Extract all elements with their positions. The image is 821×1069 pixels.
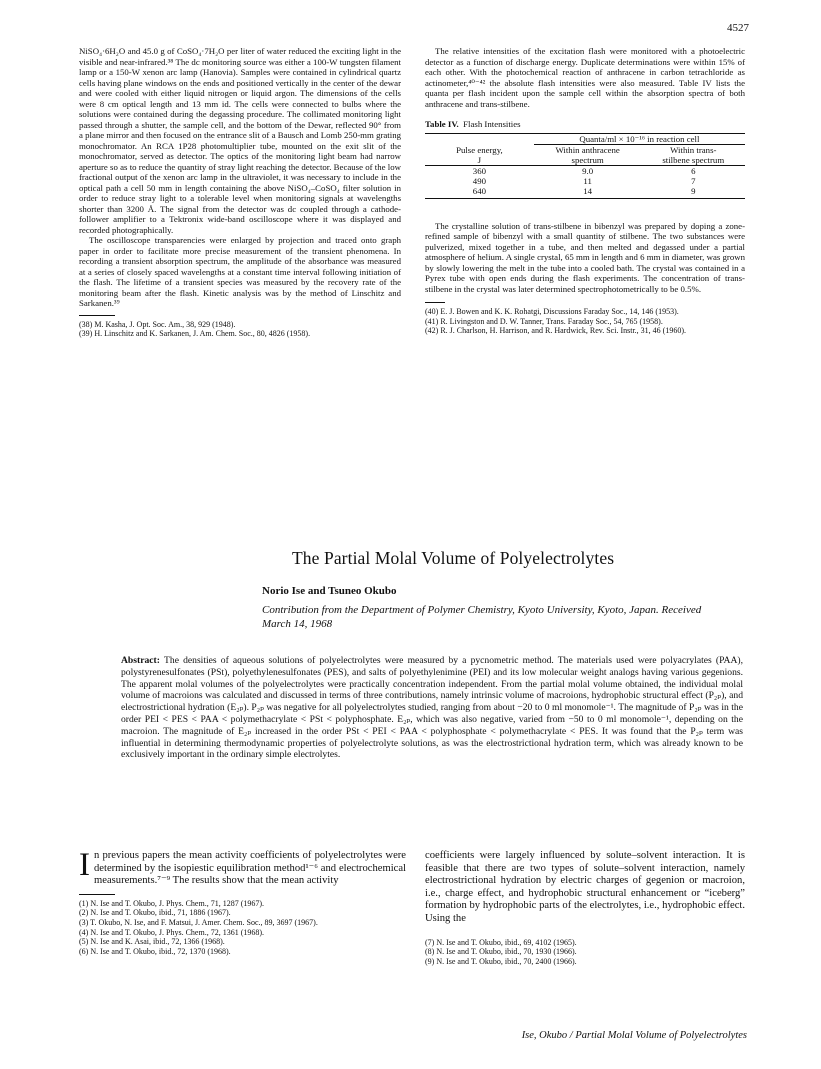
table-header-cell: stilbene spectrum bbox=[662, 154, 725, 165]
abstract-label: Abstract: bbox=[121, 655, 160, 666]
footnote-divider bbox=[79, 894, 115, 895]
table-cell: 490 bbox=[472, 175, 486, 186]
table-row bbox=[425, 165, 745, 176]
table-row bbox=[425, 186, 745, 199]
footnote: (6) N. Ise and T. Okubo, ibid., 72, 1370 (1968). bbox=[79, 946, 231, 956]
right-column-top bbox=[425, 46, 745, 336]
footnote: (41) R. Livingston and D. W. Tanner, Trans. Faraday Soc., 54, 765 (1958). bbox=[425, 316, 663, 326]
footnote-divider bbox=[79, 315, 115, 316]
paragraph: NiSO₄·6H₂O and 45.0 g of CoSO₄·7H₂O per liter of water reduced the exciting light in the visible and near-infrared.³⁸ The dc monitoring source was either a 100-W tungsten filament lamp or a 150-W xenon arc lamp (Hanovia). Samples were contained in cylindrical quartz cells having plane windows on the ends and positioned vertically in the center of the dewar and were cooled with either liquid nitrogen or liquid argon. The dimensions of the cells were 8 cm optical length and 13 mm id. The cells were connected to bulbs where the solutions were contained during the degassing procedure. The collimated monitoring light passed through a shutter, the sample cell, and the bottom of the Dewar, reflected 90° from a plane mirror and then focused on the entrance slit of a Bausch and Lomb 250-mm grating monochromator. An RCA 1P28 photomultiplier tube, mounted on the exit slit of the monochromator, served as detector. The optics of the monitoring light beam had narrow aperture so as to reduce the quantity of stray light reaching the detector. Because of the low fractional output of the xenon arc lamp in the ultraviolet, it was necessary to include in the optical path a cell 50 mm in length containing the above NiSO₄–CoSO₄ filter solution in order to reduce stray light to a tolerable level when monitoring signals at wavelengths shorter than 3200 Å. The signal from the detector was dc coupled through a cathode-follower amplifier to a Tektronix wide-band oscilloscope where it was displayed and recorded photographically. bbox=[79, 46, 401, 235]
footnote: (39) H. Linschitz and K. Sarkanen, J. Am. Chem. Soc., 80, 4826 (1958). bbox=[79, 329, 311, 339]
table-cell: 11 bbox=[583, 175, 592, 186]
drop-cap: I bbox=[79, 847, 90, 883]
footnote: (38) M. Kasha, J. Opt. Soc. Am., 38, 929 (1948). bbox=[79, 319, 236, 329]
footnote: (5) N. Ise and K. Asai, ibid., 72, 1366 (1968). bbox=[79, 937, 225, 947]
footnote-divider bbox=[425, 302, 445, 303]
table-title: Flash Intensities bbox=[463, 119, 521, 129]
abstract-text: The densities of aqueous solutions of polyelectrolytes were measured by a pycnometric method. The materials used were polyacrylates (PAA), polystyrenesulfonates (PSt), polyethylenesulfonates (PES), and salts of polyethylenimine (PEI) and its low molecular weight analogs having various gegenions. The apparent molal volumes of the polyelectrolytes were practically concentration independent. From the partial molal volume obtained, the individual molal volume of macroions was calculated and discussed in terms of three contributions, namely intrinsic volume of macroions, hydrophobic structural effect (P₂ₚ), and electrostrictional hydration (E₂ₚ). P₂ₚ was negative for all polyelectrolytes studied, ranging from about −20 to 0 ml monomole⁻¹. The magnitude of P₂ₚ was in the order PEI < PES < PAA < polymethacrylate < PSt < polyphosphate. E₂ₚ, which was also negative, varied from −50 to 0 ml monomole⁻¹, depending on the macroion. The magnitude of E₂ₚ increased in the order PSt < PEI < PAA < polyphosphate < polymethacrylate < PES. It was found that the P₂ₚ term was influential in determining thermodynamic properties of polyelectrolyte solutions, as was the electrostrictional hydration term, which was already known to be exclusively important in the ordinary simple electrolytes. bbox=[121, 655, 743, 761]
paragraph: The relative intensities of the excitation flash were monitored with a photoelectric detector as a function of discharge energy. Duplicate determinations were within 15% of each other. With the photochemical reaction of anthracene in carbon tetrachloride as actinometer,⁴⁰⁻⁴² the absolute flash intensities were also measured. Table IV lists the quanta per flash incident upon the sample cell within the absorption spectra of both anthracene and trans-stilbene. bbox=[425, 46, 745, 109]
footnote: (4) N. Ise and T. Okubo, J. Phys. Chem., 72, 1361 (1968). bbox=[79, 927, 265, 937]
article-authors: Norio Ise and Tsuneo Okubo bbox=[262, 585, 397, 597]
table-cell: 360 bbox=[472, 165, 486, 176]
table-cell: 9.0 bbox=[582, 165, 594, 176]
table-cell: 6 bbox=[691, 165, 696, 176]
table-caption bbox=[425, 119, 745, 130]
paragraph: coefficients were largely influenced by solute–solvent interaction. It is feasible that there are two types of solute–solvent interaction, namely electrostrictional hydration by electric charges of gegenion or macroion, i.e., charge effect, and hydrophobic structural enhancement or “iceberg” formation by hydrophobic parts of the electrolytes, i.e., hydrophobic effect. Using the bbox=[425, 850, 745, 924]
abstract bbox=[121, 655, 743, 761]
table-header-cell: spectrum bbox=[571, 154, 604, 165]
body-right-column bbox=[425, 850, 745, 966]
article-affiliation: Contribution from the Department of Polymer Chemistry, Kyoto University, Kyoto, Japan. Received March 14, 1968 bbox=[262, 604, 702, 630]
left-column-top bbox=[79, 46, 401, 339]
flash-intensities-table bbox=[425, 133, 745, 199]
article-title: The Partial Molal Volume of Polyelectrolytes bbox=[292, 548, 615, 568]
footnote: (7) N. Ise and T. Okubo, ibid., 69, 4102 (1965). bbox=[425, 937, 577, 947]
table-cell: 640 bbox=[425, 186, 534, 199]
table-header-cell: Within trans- bbox=[670, 144, 717, 155]
table-group-header: Quanta/ml × 10⁻¹⁶ in reaction cell bbox=[534, 133, 745, 144]
footnote: (1) N. Ise and T. Okubo, J. Phys. Chem., 71, 1287 (1967). bbox=[79, 898, 265, 908]
intro-paragraph bbox=[79, 847, 406, 888]
paragraph: The crystalline solution of trans-stilbene in bibenzyl was prepared by doping a zone-refined sample of bibenzyl with a small quantity of stilbene. The two substances were pulverized, mixed together in a tube, and then melted and degassed under a partial atmosphere of helium. A single crystal, 65 mm in length and 6 mm in diameter, was grown by slowly lowering the melt in the tube into a cooled bath. The crystal was contained in a Pyrex tube with open ends during the flash experiments. The concentration of trans-stilbene in the crystal was later determined spectrophotometrically to be 0.5%. bbox=[425, 220, 745, 294]
paragraph: The oscilloscope transparencies were enlarged by projection and traced onto graph paper in order to facilitate more precise measurement of the transient phenomena. In recording a transient absorption spectrum, the amplitude of the absorbance was measured at a series of closely spaced wavelengths at a constant time interval following initiation of the flash. The lifetime of a transient species was measured by the recovery rate of the monitoring beam after the flash. Kinetic analysis was by the method of Linschitz and Sarkanen.³⁹ bbox=[79, 235, 401, 308]
table-header-cell: Pulse energy, bbox=[456, 144, 503, 155]
table-cell: 9 bbox=[642, 186, 745, 199]
table-cell: 7 bbox=[691, 175, 696, 186]
table-row bbox=[425, 176, 745, 186]
table-header-cell: J bbox=[477, 154, 482, 165]
table-label: Table IV. bbox=[425, 119, 459, 129]
footnote: (9) N. Ise and T. Okubo, ibid., 70, 2400 (1966). bbox=[425, 956, 577, 966]
footnote: (8) N. Ise and T. Okubo, ibid., 70, 1930 (1966). bbox=[425, 947, 577, 957]
footnote: (3) T. Okubo, N. Ise, and F. Matsui, J. Amer. Chem. Soc., 89, 3697 (1967). bbox=[79, 917, 318, 927]
footnote: (40) E. J. Bowen and K. K. Rohatgi, Discussions Faraday Soc., 14, 146 (1953). bbox=[425, 307, 679, 316]
running-footer: Ise, Okubo / Partial Molal Volume of Polyelectrolytes bbox=[521, 1030, 747, 1041]
table-header-cell: Within anthracene bbox=[555, 144, 620, 155]
intro-text: n previous papers the mean activity coefficients of polyelectrolytes were determined by the isopiestic equilibration method¹⁻⁶ and electrochemical measurements.⁷⁻⁹ The results show that the mean activity bbox=[94, 850, 406, 887]
footnote: (42) R. J. Charlson, H. Harrison, and R. Hardwick, Rev. Sci. Instr., 31, 46 (1960). bbox=[425, 326, 687, 336]
footnote: (2) N. Ise and T. Okubo, ibid., 71, 1886 (1967). bbox=[79, 908, 231, 918]
body-left-column bbox=[79, 847, 406, 956]
table-cell: 14 bbox=[534, 186, 642, 199]
page-number: 4527 bbox=[727, 22, 749, 34]
